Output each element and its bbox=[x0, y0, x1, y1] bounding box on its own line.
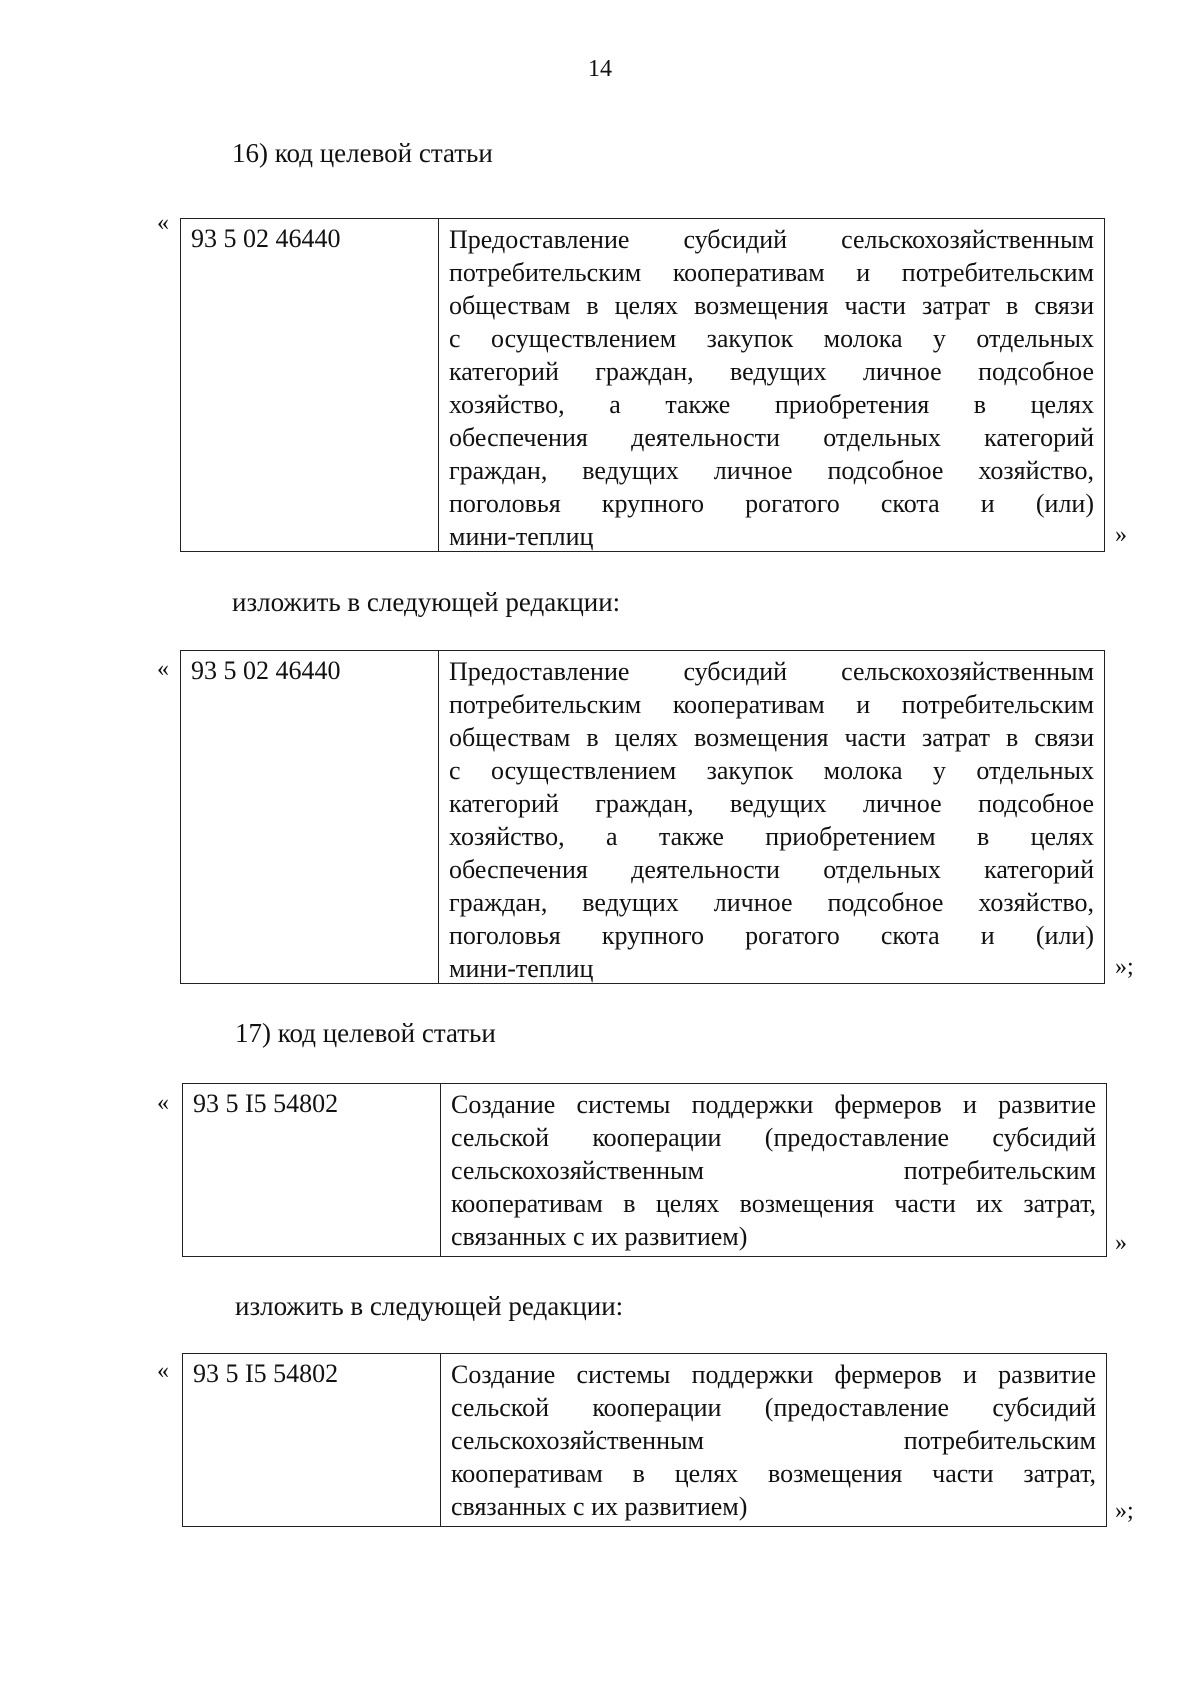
description-line: связанных с их развитием) bbox=[451, 1492, 748, 1521]
old-code-table-16 bbox=[180, 218, 1105, 552]
description-line: потребительским кооперативам и потребительским bbox=[449, 258, 1094, 287]
description-line: с осуществлением закупок молока у отдельных bbox=[449, 756, 1094, 785]
open-quote: « bbox=[157, 210, 169, 236]
description-line: сельскохозяйственным потребительским bbox=[451, 1426, 1096, 1455]
code-cell: 93 5 I5 54802 bbox=[183, 1354, 441, 1526]
description-cell bbox=[439, 651, 1104, 983]
description-line: хозяйство, а также приобретения в целях bbox=[449, 390, 1094, 419]
close-quote: »; bbox=[1115, 954, 1134, 980]
instruction-text: изложить в следующей редакции: bbox=[235, 1291, 624, 1321]
description-line: сельской кооперации (предоставление субсидий bbox=[451, 1123, 1096, 1152]
open-quote: « bbox=[157, 1358, 169, 1384]
description-line: поголовья крупного рогатого скота и (или) bbox=[449, 921, 1094, 950]
description-line: потребительским кооперативам и потребительским bbox=[449, 690, 1094, 719]
description-line: обществам в целях возмещения части затрат в связи bbox=[449, 291, 1094, 320]
description-line: граждан, ведущих личное подсобное хозяйство, bbox=[449, 888, 1094, 917]
close-quote: »; bbox=[1115, 1498, 1134, 1524]
code-cell: 93 5 02 46440 bbox=[181, 219, 439, 551]
description-line: граждан, ведущих личное подсобное хозяйство, bbox=[449, 456, 1094, 485]
close-quote: » bbox=[1115, 1230, 1127, 1256]
description-line: поголовья крупного рогатого скота и (или) bbox=[449, 489, 1094, 518]
description-line: сельской кооперации (предоставление субсидий bbox=[451, 1393, 1096, 1422]
description-line: Создание системы поддержки фермеров и развитие bbox=[451, 1360, 1096, 1389]
new-code-table-17 bbox=[182, 1353, 1107, 1527]
description-cell bbox=[441, 1084, 1106, 1256]
description-line: мини-теплиц bbox=[449, 522, 594, 551]
description-line: с осуществлением закупок молока у отдельных bbox=[449, 324, 1094, 353]
section-16-heading: 16) код целевой статьи bbox=[232, 138, 493, 168]
code-cell: 93 5 02 46440 bbox=[181, 651, 439, 983]
description-cell bbox=[441, 1354, 1106, 1526]
open-quote: « bbox=[157, 656, 169, 682]
code-cell: 93 5 I5 54802 bbox=[183, 1084, 441, 1256]
description-line: обществам в целях возмещения части затрат в связи bbox=[449, 723, 1094, 752]
open-quote: « bbox=[157, 1090, 169, 1116]
description-line: сельскохозяйственным потребительским bbox=[451, 1156, 1096, 1185]
description-line: обеспечения деятельности отдельных категорий bbox=[449, 423, 1094, 452]
old-code-table-17 bbox=[182, 1083, 1107, 1257]
close-quote: » bbox=[1115, 522, 1127, 548]
description-line: Предоставление субсидий сельскохозяйственным bbox=[449, 657, 1094, 686]
new-code-table-16 bbox=[180, 650, 1105, 984]
description-line: Создание системы поддержки фермеров и развитие bbox=[451, 1090, 1096, 1119]
page-number: 14 bbox=[588, 56, 612, 82]
description-line: кооперативам в целях возмещения части затрат, bbox=[451, 1459, 1096, 1488]
description-line: кооперативам в целях возмещения части их затрат, bbox=[451, 1189, 1096, 1218]
description-line: Предоставление субсидий сельскохозяйственным bbox=[449, 225, 1094, 254]
description-cell bbox=[439, 219, 1104, 551]
instruction-text: изложить в следующей редакции: bbox=[232, 587, 621, 617]
description-line: категорий граждан, ведущих личное подсобное bbox=[449, 789, 1094, 818]
description-line: мини-теплиц bbox=[449, 954, 594, 983]
description-line: обеспечения деятельности отдельных категорий bbox=[449, 855, 1094, 884]
description-line: категорий граждан, ведущих личное подсобное bbox=[449, 357, 1094, 386]
description-line: хозяйство, а также приобретением в целях bbox=[449, 822, 1094, 851]
description-line: связанных с их развитием) bbox=[451, 1222, 748, 1251]
section-17-heading: 17) код целевой статьи bbox=[235, 1018, 496, 1048]
